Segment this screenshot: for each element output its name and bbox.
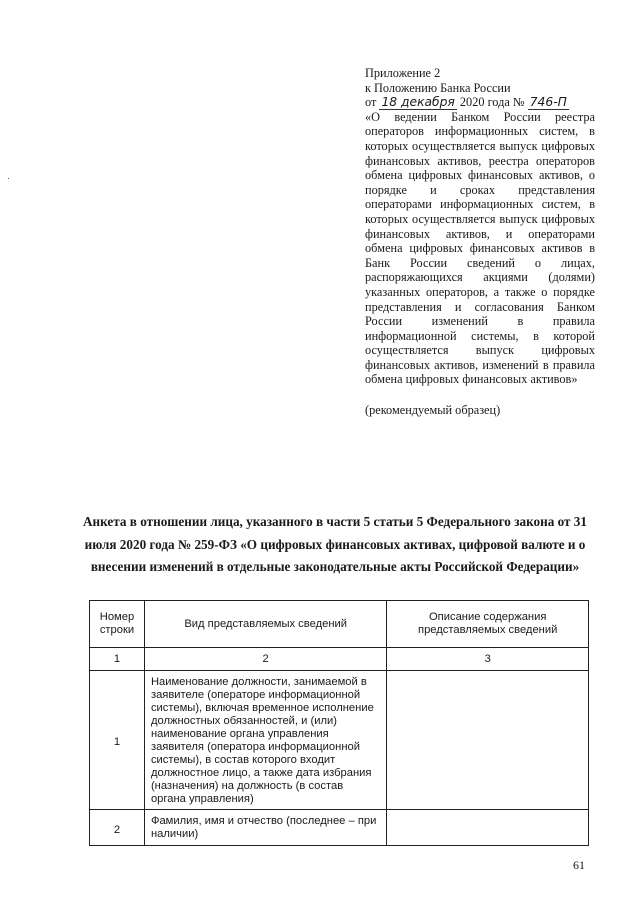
decree-title: «О ведении Банком России реестра операторов информационных систем, в которых осуществляется выпуск цифровых финансовых активов, реестра операторов обмена цифровых финансовых активов, о порядке и сроках представления операторами информационных систем, в которых осуществляется выпуск цифровых финансовых активов, и операторами обмена цифровых финансовых активов в Банк России сведений о лицах, распоряжающихся акциями (долями) указанных операторов, а также о порядке представления и согласования Банком России изменений в правила информационной системы, в которой осуществляется выпуск цифровых финансовых активов, изменений в правила обмена цифровых финансовых активов» xyxy=(365,109,595,387)
handwritten-date: 18 декабря xyxy=(381,95,455,110)
row-number: 1 xyxy=(90,671,145,810)
column-number: 3 xyxy=(387,648,589,671)
row-number: 2 xyxy=(90,810,145,846)
date-suffix: 2020 года № xyxy=(459,95,525,110)
form-title: Анкета в отношении лица, указанного в части 5 статьи 5 Федерального закона от 31 июля 2020 года № 259-ФЗ «О цифровых финансовых активах, цифровой валюте и о внесении изменений в отдельные законодательные акты Российской Федерации» xyxy=(83,514,587,574)
row-description: Фамилия, имя и отчество (последнее – при наличии) xyxy=(144,810,386,846)
appendix-reference: к Положению Банка России xyxy=(365,80,511,95)
header-info-type: Вид представляемых сведений xyxy=(144,601,386,648)
handwritten-number: 746-П xyxy=(529,95,567,110)
questionnaire-table xyxy=(89,600,589,846)
page-number: 61 xyxy=(573,858,585,872)
header-info-description: Описание содержания представляемых сведений xyxy=(387,601,589,648)
table-row xyxy=(90,671,589,810)
column-number: 1 xyxy=(90,648,145,671)
header-row-number: Номер строки xyxy=(90,601,145,648)
row-content-cell[interactable] xyxy=(387,810,589,846)
table-row xyxy=(90,810,589,846)
row-content-cell[interactable] xyxy=(387,671,589,810)
row-description: Наименование должности, занимаемой в заявителе (операторе информационной системы), включая временное исполнение должностных обязанностей, и (или) наименование органа управления заявителя (оператора информационной системы), в состав которого входит должностное лицо, а также дата избрания (назначения) на должность (в состав органа управления) xyxy=(144,671,386,810)
appendix-date-line xyxy=(365,95,595,110)
column-number: 2 xyxy=(144,648,386,671)
sample-note: (рекомендуемый образец) xyxy=(365,403,501,418)
table-header-row xyxy=(90,601,589,648)
scan-speck xyxy=(8,178,9,179)
appendix-block xyxy=(365,66,595,418)
appendix-heading: Приложение 2 xyxy=(365,66,441,80)
column-number-row xyxy=(90,648,589,671)
date-prefix: от xyxy=(365,95,377,110)
